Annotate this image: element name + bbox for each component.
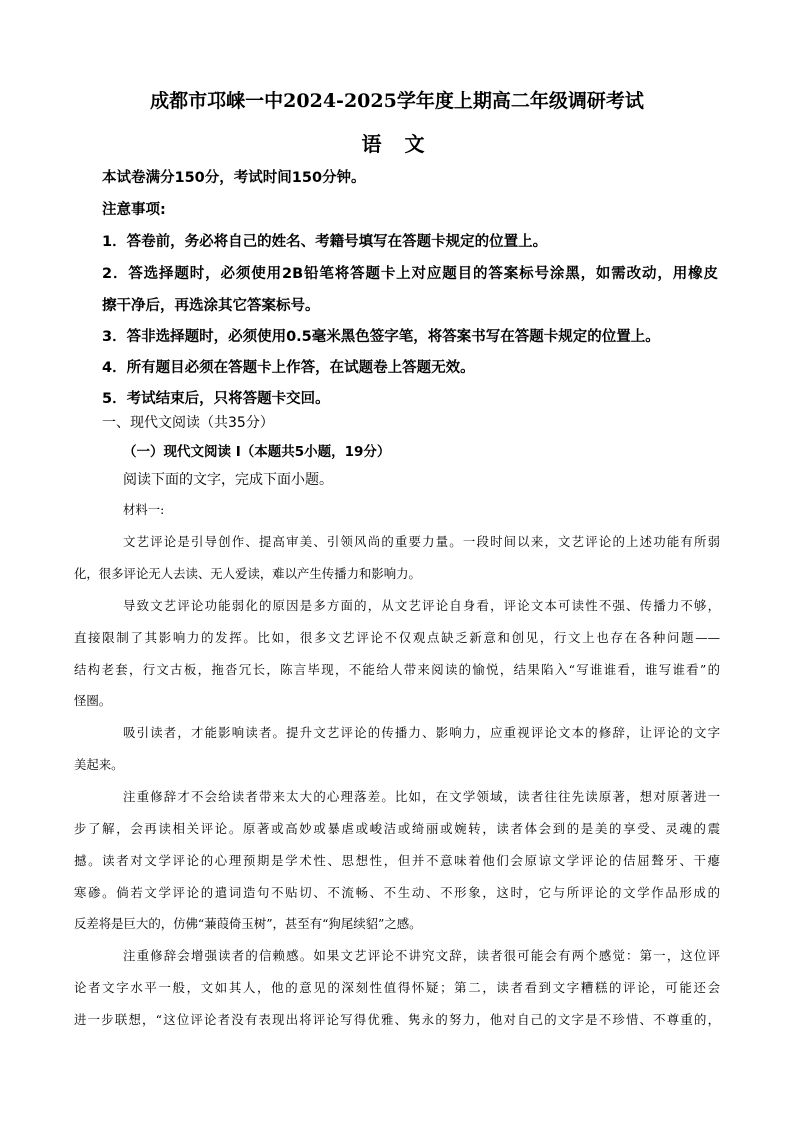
passage-line: 怪圈。: [74, 693, 112, 708]
section-heading: 一、现代文阅读（共35分）: [102, 415, 274, 431]
passage-line: 直接限制了其影响力的发挥。比如，很多文艺评论不仅观点缺乏新意和创见，行文上也存在各种问题——: [74, 630, 720, 645]
note-item: 4．所有题目必须在答题卡上作答，在试题卷上答题无效。: [102, 360, 475, 376]
passage-line: 反差将是巨大的，仿佛“蒹葭倚玉树”，甚至有“狗尾续貂”之感。: [74, 916, 422, 931]
passage-line: 结构老套，行文古板，拖沓冗长，陈言毕现，不能给人带来阅读的愉悦，结果陷入“写谁谁看，谁写谁看”的: [74, 662, 720, 677]
note-item: 擦干净后，再选涂其它答案标号。: [102, 298, 320, 314]
passage-line: 吸引读者，才能影响读者。提升文艺评论的传播力、影响力，应重视评论文本的修辞，让评论的文字: [123, 725, 720, 740]
exam-intro: 本试卷满分150分，考试时间150分钟。: [102, 170, 366, 186]
passage-line: 化，很多评论无人去读、无人爱读，难以产生传播力和影响力。: [74, 566, 421, 581]
note-item: 1．答卷前，务必将自己的姓名、考籍号填写在答题卡规定的位置上。: [102, 234, 548, 250]
passage-line: 注重修辞会增强读者的信赖感。如果文艺评论不讲究文辞，读者很可能会有两个感觉：第一，这位评: [123, 948, 720, 963]
material-label: 材料一:: [123, 502, 165, 517]
subsection-heading: （一）现代文阅读 I（本题共5小题，19分）: [123, 444, 391, 460]
passage-line: 步了解，会再读相关评论。原著或高妙或暴虐或峻洁或绮丽或婉转，读者体会到的是美的享受、灵魂的震: [74, 821, 720, 836]
notes-heading: 注意事项:: [102, 202, 166, 218]
passage-line: 注重修辞才不会给读者带来太大的心理落差。比如，在文学领域，读者往往先读原著，想对原著进一: [123, 789, 720, 804]
passage-line: 文艺评论是引导创作、提高审美、引领风尚的重要力量。一段时间以来，文艺评论的上述功能有所弱: [123, 534, 720, 549]
passage-line: 导致文艺评论功能弱化的原因是多方面的，从文艺评论自身看，评论文本可读性不强、传播力不够，: [123, 598, 720, 613]
reading-instruction: 阅读下面的文字，完成下面小题。: [123, 472, 333, 488]
subject-title: 语 文: [361, 132, 433, 156]
passage-line: 进一步联想，“这位评论者没有表现出将评论写得优雅、隽永的努力，他对自己的文字是不珍惜、不尊重的，: [74, 1012, 720, 1027]
note-item: 2．答选择题时，必须使用2B铅笔将答题卡上对应题目的答案标号涂黑，如需改动，用橡皮: [102, 266, 718, 282]
passage-line: 寒碜。倘若文学评论的遣词造句不贴切、不流畅、不生动、不形象，这时，它与所评论的文学作品形成的: [74, 885, 720, 900]
passage-line: 撼。读者对文学评论的心理预期是学术性、思想性，但并不意味着他们会原谅文学评论的佶屈聱牙、干瘪: [74, 853, 720, 868]
passage-line: 美起来。: [74, 757, 124, 772]
passage-line: 论者文字水平一般，文如其人，他的意见的深刻性值得怀疑；第二，读者看到文字糟糕的评论，可能还会: [74, 980, 720, 995]
note-item: 3．答非选择题时，必须使用0.5毫米黑色签字笔，将答案书写在答题卡规定的位置上。: [102, 329, 660, 345]
note-item: 5．考试结束后，只将答题卡交回。: [102, 391, 330, 407]
exam-title: 成都市邛崃一中2024-2025学年度上期高二年级调研考试: [150, 90, 644, 112]
